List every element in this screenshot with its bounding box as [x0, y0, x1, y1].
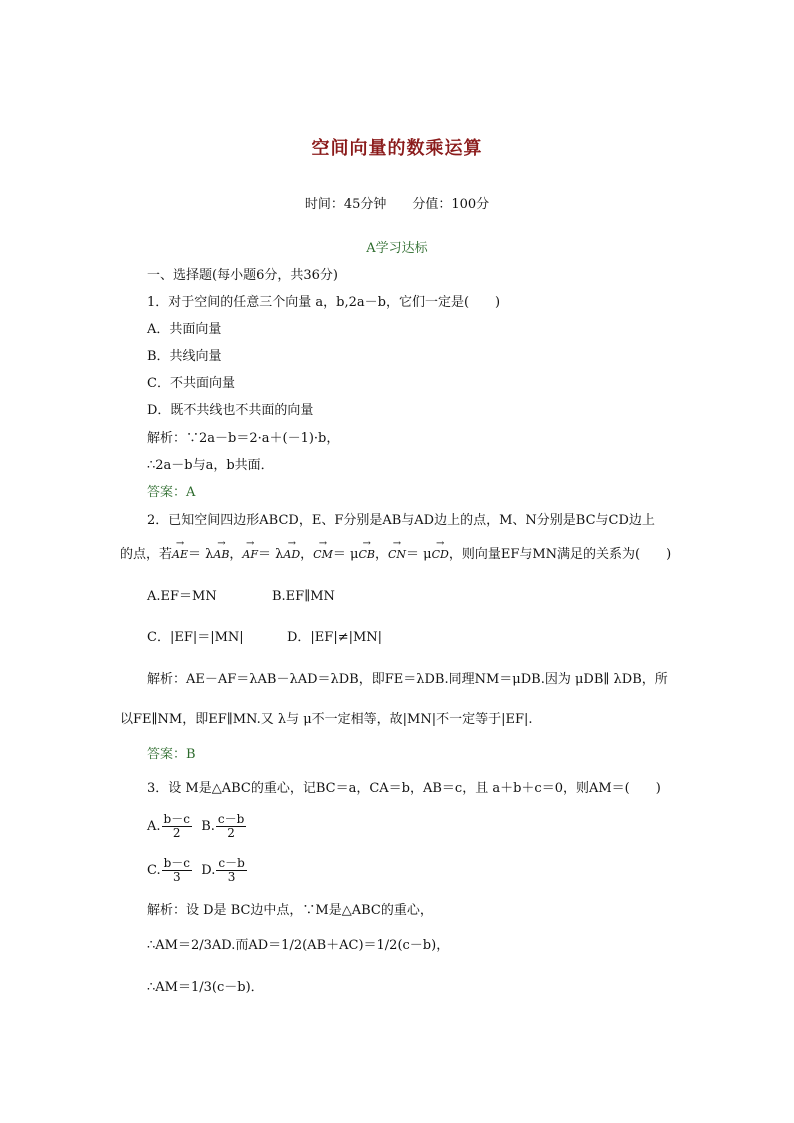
q2-option-c: C．|EF|＝|MN|: [147, 630, 244, 645]
time-score: 时间：45分钟 分值：100分: [304, 197, 490, 212]
q2-analysis-2: 以FE∥NM，即EF∥MN.又 λ与 μ不一定相等，故|MN|不一定等于|EF|.: [120, 712, 533, 727]
section-heading: A学习达标: [366, 241, 428, 256]
part-heading: 一、选择题(每小题6分，共36分): [147, 268, 338, 283]
q1-answer: 答案：A: [147, 485, 196, 500]
q2-stem-line-1: 2．已知空间四边形ABCD，E、F分别是AB与AD边上的点，M、N分别是BC与CD边上: [147, 513, 655, 528]
q2-analysis-1: 解析：AE－AF＝λAB－λAD＝λDB，即FE＝λDB.同理NM＝μDB.因为 μDB∥ λDB，所: [147, 672, 668, 687]
q3-option-d-label: D.: [201, 863, 216, 878]
q1-option-d: D．既不共线也不共面的向量: [147, 403, 314, 418]
q2-option-a: A.EF＝MN: [147, 589, 217, 604]
q3-options-cd: [147, 857, 248, 884]
q3-option-a-label: A.: [147, 819, 161, 834]
q1-option-b: B．共线向量: [147, 349, 222, 364]
q3-stem: 3．设 M是△ABC的重心，记BC＝a，CA＝b，AB＝c，且 a＋b＋c＝0，则AM＝( ): [147, 781, 661, 796]
q3-option-a-fraction: $\frac{b-c}{2}$: [163, 812, 190, 840]
q1-analysis-2: ∴2a－b与a，b共面．: [147, 458, 274, 473]
q1-option-c: C．不共面向量: [147, 376, 235, 391]
q3-analysis-1: 解析：设 D是 BC边中点，∵M是△ABC的重心，: [147, 903, 433, 918]
q2-option-d: D．|EF|≠|MN|: [287, 630, 383, 645]
q2-answer: 答案：B: [147, 747, 196, 762]
q3-analysis-2: ∴AM＝2/3AD.而AD＝1/2(AB＋AC)＝1/2(c－b)，: [147, 938, 450, 953]
q3-option-d-fraction: $\frac{c-b}{3}$: [218, 856, 245, 884]
q3-option-b-fraction: $\frac{c-b}{2}$: [217, 812, 245, 840]
q1-stem: 1．对于空间的任意三个向量 a，b,2a－b，它们一定是( ): [147, 295, 501, 310]
q3-analysis-3: ∴AM＝1/3(c－b)．: [147, 980, 264, 995]
q2-option-b: B.EF∥MN: [272, 589, 335, 604]
q3-options-ab: [147, 813, 247, 840]
q2-stem-prefix: 的点，若: [120, 547, 173, 562]
q2-stem-line-2: 的点，若→ AE＝ λ→ AB，→ AF＝ λ→ AD，→ CM＝ μ→ CB，→ CN＝ μ→ CD，则向量EF与MN满足的关系为( ): [120, 547, 671, 563]
q1-analysis-1: 解析：∵2a－b＝2·a＋(－1)·b，: [147, 431, 340, 446]
q3-option-b-label: B.: [201, 819, 215, 834]
q2-stem-suffix: ，则向量EF与MN满足的关系为( ): [448, 547, 672, 562]
page-title: 空间向量的数乘运算: [311, 138, 483, 159]
q3-option-c-fraction: $\frac{b-c}{3}$: [163, 856, 191, 884]
q1-option-a: A．共面向量: [147, 322, 222, 337]
q3-option-c-label: C.: [147, 863, 161, 878]
